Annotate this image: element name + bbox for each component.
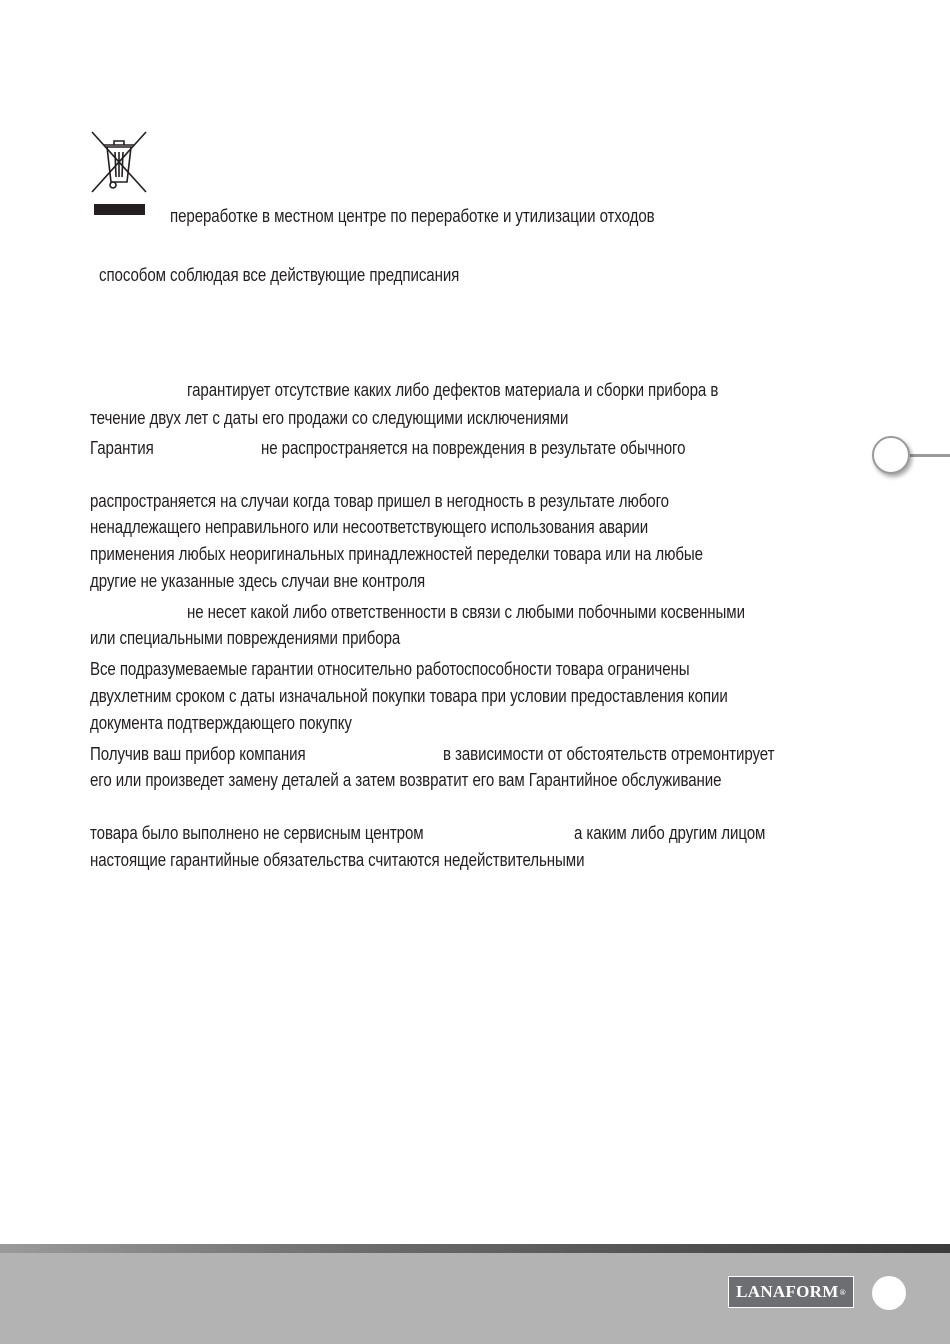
warranty-p5-line-2: двухлетним сроком с даты изначальной покупки товара при условии предоставления копии xyxy=(90,685,728,706)
warranty-p1-line-2: течение двух лет с даты его продажи со следующими исключениями xyxy=(90,407,569,428)
page-number-circle xyxy=(872,1276,906,1310)
warranty-p6-line-1b: в зависимости от обстоятельств отремонтирует xyxy=(443,743,775,764)
bin-underline-bar xyxy=(94,204,145,215)
warranty-p7-line-2: настоящие гарантийные обязательства считаются недействительными xyxy=(90,849,585,870)
registered-mark: ® xyxy=(839,1287,846,1297)
warranty-p3-line-3: применения любых неоригинальных принадлежностей переделки товара или на любые xyxy=(90,543,703,564)
warranty-p6-line-1a: Получив ваш прибор компания xyxy=(90,743,306,764)
warranty-p5-line-3: документа подтверждающего покупку xyxy=(90,712,352,733)
warranty-p6-line-2: его или произведет замену деталей а затем возвратит его вам Гарантийное обслуживание xyxy=(90,769,722,790)
warranty-p5-line-1: Все подразумеваемые гарантии относительно работоспособности товара ограничены xyxy=(90,658,690,679)
warranty-p2-word: Гарантия xyxy=(90,437,154,458)
lanaform-logo xyxy=(728,1276,854,1308)
warranty-p3-line-2: ненадлежащего неправильного или несоответствующего использования аварии xyxy=(90,516,649,537)
warranty-p7-line-1a: товара было выполнено не сервисным центром xyxy=(90,822,424,843)
warranty-p4-line-1: не несет какой либо ответственности в связи с любыми побочными косвенными xyxy=(187,601,745,622)
warranty-p4-line-2: или специальными повреждениями прибора xyxy=(90,627,401,648)
footer-stripe xyxy=(0,1244,950,1253)
warranty-p7-line-1b: а каким либо другим лицом xyxy=(574,822,766,843)
warranty-p3-line-4: другие не указанные здесь случаи вне контроля xyxy=(90,570,426,591)
chapter-tab-line xyxy=(910,454,950,457)
chapter-tab-circle xyxy=(872,436,910,474)
crossed-out-wheelie-bin-icon xyxy=(88,130,150,194)
warranty-p2-rest: не распространяется на повреждения в результате обычного xyxy=(261,437,686,458)
disposal-line-1: переработке в местном центре по переработке и утилизации отходов xyxy=(170,205,655,226)
logo-text: LANAFORM xyxy=(736,1282,839,1301)
disposal-line-2: способом соблюдая все действующие предписания xyxy=(99,264,460,285)
warranty-p3-line-1: распространяется на случаи когда товар пришел в негодность в результате любого xyxy=(90,490,669,511)
warranty-p1-line-1: гарантирует отсутствие каких либо дефектов материала и сборки прибора в xyxy=(187,379,719,400)
